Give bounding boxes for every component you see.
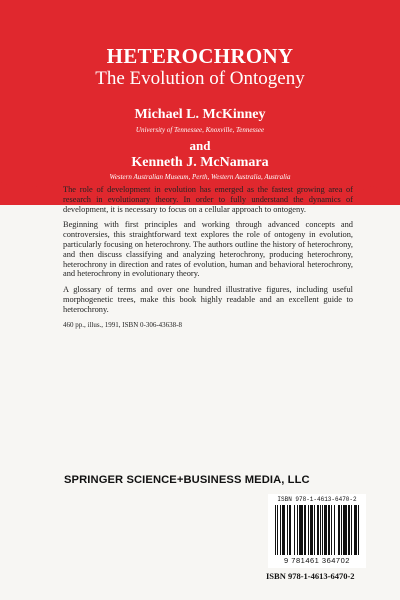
author-2-affiliation: Western Australian Museum, Perth, Western Australia, Australia bbox=[109, 173, 291, 181]
author-2-name: Kenneth J. McNamara bbox=[131, 155, 269, 170]
and-connector: and bbox=[189, 138, 211, 153]
barcode-image bbox=[274, 505, 360, 555]
barcode-panel bbox=[268, 494, 366, 568]
description-paragraph-1: The role of development in evolution has emerged as the fastest growing area of research in evolutionary theory. In order to fully understand the dynamics of development, it is necessary to focus on a cellular approach to ontogeny. bbox=[63, 185, 353, 214]
barcode-isbn-top: ISBN 978-1-4613-6470-2 bbox=[277, 496, 357, 503]
description-paragraph-3: A glossary of terms and over one hundred illustrative figures, including useful morphogenetic trees, make this book highly readable and an excellent guide to heterochrony. bbox=[63, 285, 353, 314]
book-meta: 460 pp., illus., 1991, ISBN 0-306-43638-8 bbox=[63, 320, 182, 329]
barcode-digits: 9 781461 364702 bbox=[284, 556, 350, 565]
publisher-name: SPRINGER SCIENCE+BUSINESS MEDIA, LLC bbox=[64, 474, 310, 486]
isbn-label: ISBN 978-1-4613-6470-2 bbox=[266, 571, 355, 581]
cover-header bbox=[0, 44, 400, 90]
author-1-affiliation: University of Tennessee, Knoxville, Tennessee bbox=[135, 126, 265, 134]
description-paragraph-2: Beginning with first principles and working through advanced concepts and controversies, this straightforward text explores the role of ontogeny in evolution, particularly focusing on heterochrony. The authors outline the history of heterochrony, and then discuss classifying and analyzing heterochrony, producing heterochrony, heterochrony in direction and rates of evolution, human and behavioral heterochrony, and heterochrony in evolutionary theory. bbox=[63, 220, 353, 279]
book-title: HETEROCHRONY bbox=[106, 44, 294, 68]
book-subtitle: The Evolution of Ontogeny bbox=[95, 68, 305, 89]
back-cover-description bbox=[63, 185, 353, 336]
author-1-name: Michael L. McKinney bbox=[134, 107, 266, 122]
